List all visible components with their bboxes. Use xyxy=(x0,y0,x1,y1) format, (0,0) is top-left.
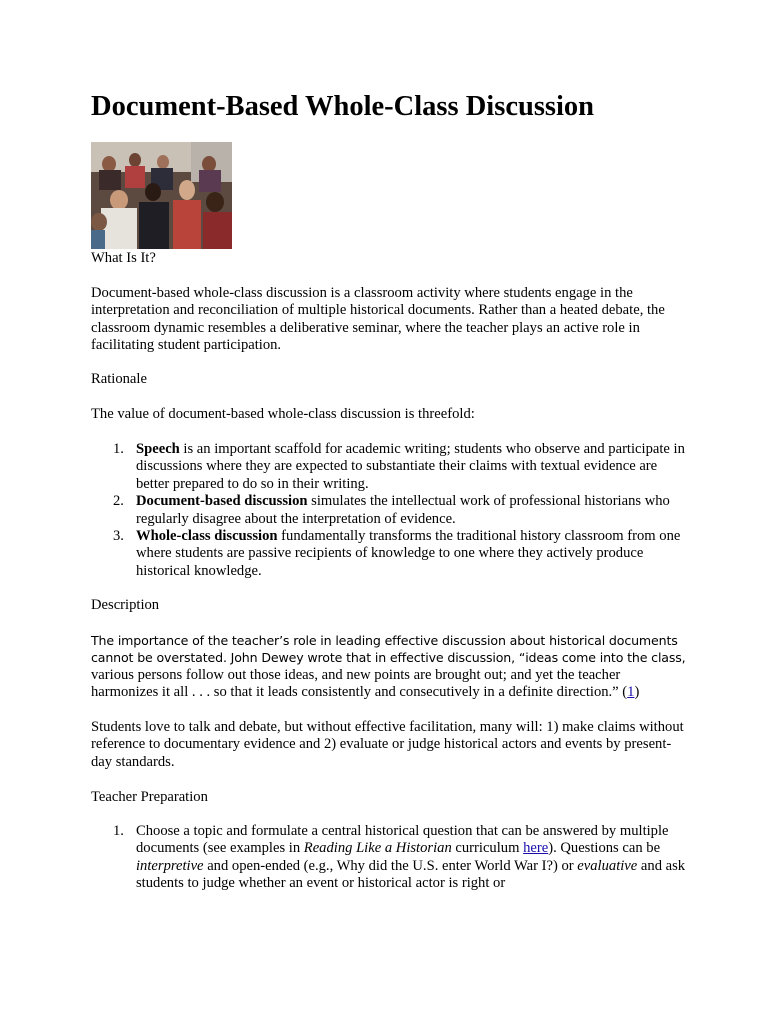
list-item-bold: Document-based discussion xyxy=(136,493,308,510)
rationale-intro: The value of document-based whole-class discussion is threefold: xyxy=(91,406,475,422)
list-number: 3. xyxy=(113,528,124,545)
here-link[interactable]: here xyxy=(523,840,549,857)
description-heading: Description xyxy=(91,597,160,613)
list-item xyxy=(91,493,691,528)
list-item-text: simulates the intellectual work of professional historians who regularly disagree about the interpretation of evidence. xyxy=(136,493,670,527)
list-number: 1. xyxy=(113,823,124,839)
description-line: The importance of the teacher’s role in leading effective discussion about historical documents xyxy=(91,633,678,648)
description-line: cannot be overstated. John Dewey wrote that in effective discussion, “ideas come into the class, xyxy=(91,650,686,666)
list-item-text: fundamentally transforms the traditional history classroom from one where students are passive recipients of knowledge to one where they actively produce historical knowledge. xyxy=(136,528,681,579)
list-item xyxy=(91,823,691,893)
list-item xyxy=(91,441,691,493)
rationale-list xyxy=(91,441,691,580)
prep-text: and open-ended (e.g., Why did the U.S. enter World War I?) or xyxy=(203,857,578,874)
prep-text: curriculum xyxy=(451,840,524,857)
description-line-close: ) xyxy=(634,684,640,701)
prep-italic: evaluative xyxy=(577,857,638,874)
prep-italic: Reading Like a Historian xyxy=(303,840,452,857)
list-number: 2. xyxy=(113,493,124,510)
prep-text: Choose a topic and formulate a central historical question that can be answered by multiple documents (see examples in xyxy=(136,823,669,857)
footnote-link[interactable]: 1 xyxy=(627,684,635,701)
prep-italic: interpretive xyxy=(136,857,204,874)
description-line-last xyxy=(91,684,691,701)
what-is-it-heading: What Is It? xyxy=(91,250,156,266)
students-discussion-image xyxy=(91,142,232,249)
description-line: various persons follow out those ideas, and new points are brought out; and yet the teacher xyxy=(91,666,621,683)
what-is-it-body: Document-based whole-class discussion is a classroom activity where students engage in the interpretation and reconciliation of multiple historical documents. Rather than a heated debate, the classroom dynamic resembles a deliberative seminar, where the teacher plays an active role in facilitating student participation. xyxy=(91,285,665,354)
list-item xyxy=(91,528,691,580)
description-body xyxy=(91,632,691,702)
rationale-heading: Rationale xyxy=(91,371,147,387)
teacher-preparation-heading: Teacher Preparation xyxy=(91,789,208,805)
prep-text: and ask students to judge whether an event or historical actor is right or xyxy=(136,857,686,892)
list-item-text: is an important scaffold for academic writing; students who observe and participate in discussions where they are expected to substantiate their claims with textual evidence are better prepared to do so in their writing. xyxy=(136,441,685,492)
list-number: 1. xyxy=(113,441,124,457)
classroom-photo xyxy=(91,142,232,249)
list-item-bold: Speech xyxy=(136,441,180,457)
page-title: Document-Based Whole-Class Discussion xyxy=(91,91,595,122)
prep-text: ). Questions can be xyxy=(548,840,661,857)
students-paragraph: Students love to talk and debate, but without effective facilitation, many will: 1) make claims without reference to documentary evidence and 2) evaluate or judge historical actors and events by present-day standards. xyxy=(91,719,684,770)
list-item-bold: Whole-class discussion xyxy=(136,528,278,545)
description-line-text: harmonizes it all . . . so that it leads consistently and consecutively in a definite direction.” ( xyxy=(91,684,628,701)
preparation-list xyxy=(91,823,691,893)
